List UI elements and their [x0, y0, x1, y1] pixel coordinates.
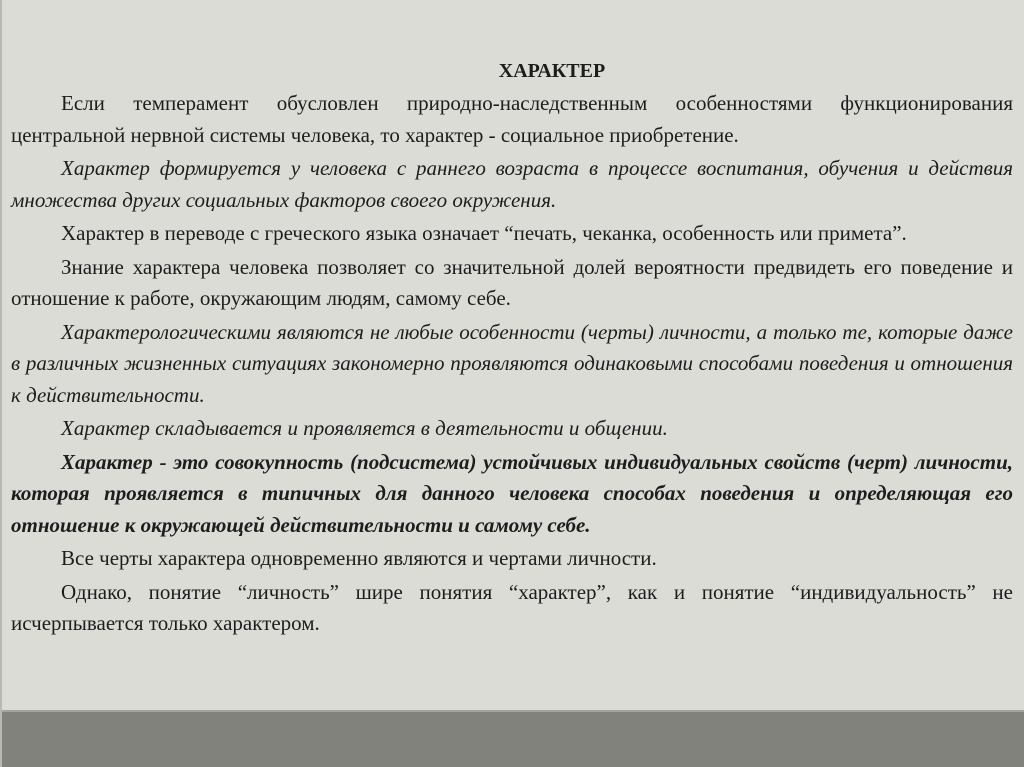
paragraph-temperament: Если темперамент обусловлен природно-наследственным особенностями функционирования центральной нервной системы человека, то характер - социальное приобретение.	[11, 91, 1013, 147]
paragraph-greek-meaning: Характер в переводе с греческого языка означает “печать, чеканка, особенность или примета”.	[61, 221, 907, 245]
slide-title: ХАРАКТЕР	[498, 60, 606, 82]
paragraph-formation: Характер формируется у человека с раннего возраста в процессе воспитания, обучения и действия множества других социальных факторов своего окружения.	[11, 156, 1013, 212]
paragraph-characterological: Характерологическими являются не любые особенности (черты) личности, а только те, которые даже в различных жизненных ситуациях закономерно проявляются одинаковыми способами поведения и отношения к действительности.	[11, 319, 1013, 407]
paragraph-knowledge: Знание характера человека позволяет со значительной долей вероятности предвидеть его поведение и отношение к работе, окружающим людям, самому себе.	[11, 254, 1013, 310]
paragraph-personality: Однако, понятие “личность” шире понятия “характер”, как и понятие “индивидуальность” не исчерпывается только характером.	[11, 579, 1013, 635]
bottom-band	[2, 712, 1024, 767]
paragraph-definition: Характер - это совокупность (подсистема) устойчивых индивидуальных свойств (черт) личности, которая проявляется в типичных для данного человека способах поведения и определяющая его отношение к окружающей действительности и самому себе.	[11, 449, 1013, 537]
paragraph-activity: Характер складывается и проявляется в деятельности и общении.	[61, 416, 668, 440]
slide-content	[11, 54, 1013, 640]
paragraph-traits: Все черты характера одновременно являются и чертами личности.	[61, 546, 657, 570]
